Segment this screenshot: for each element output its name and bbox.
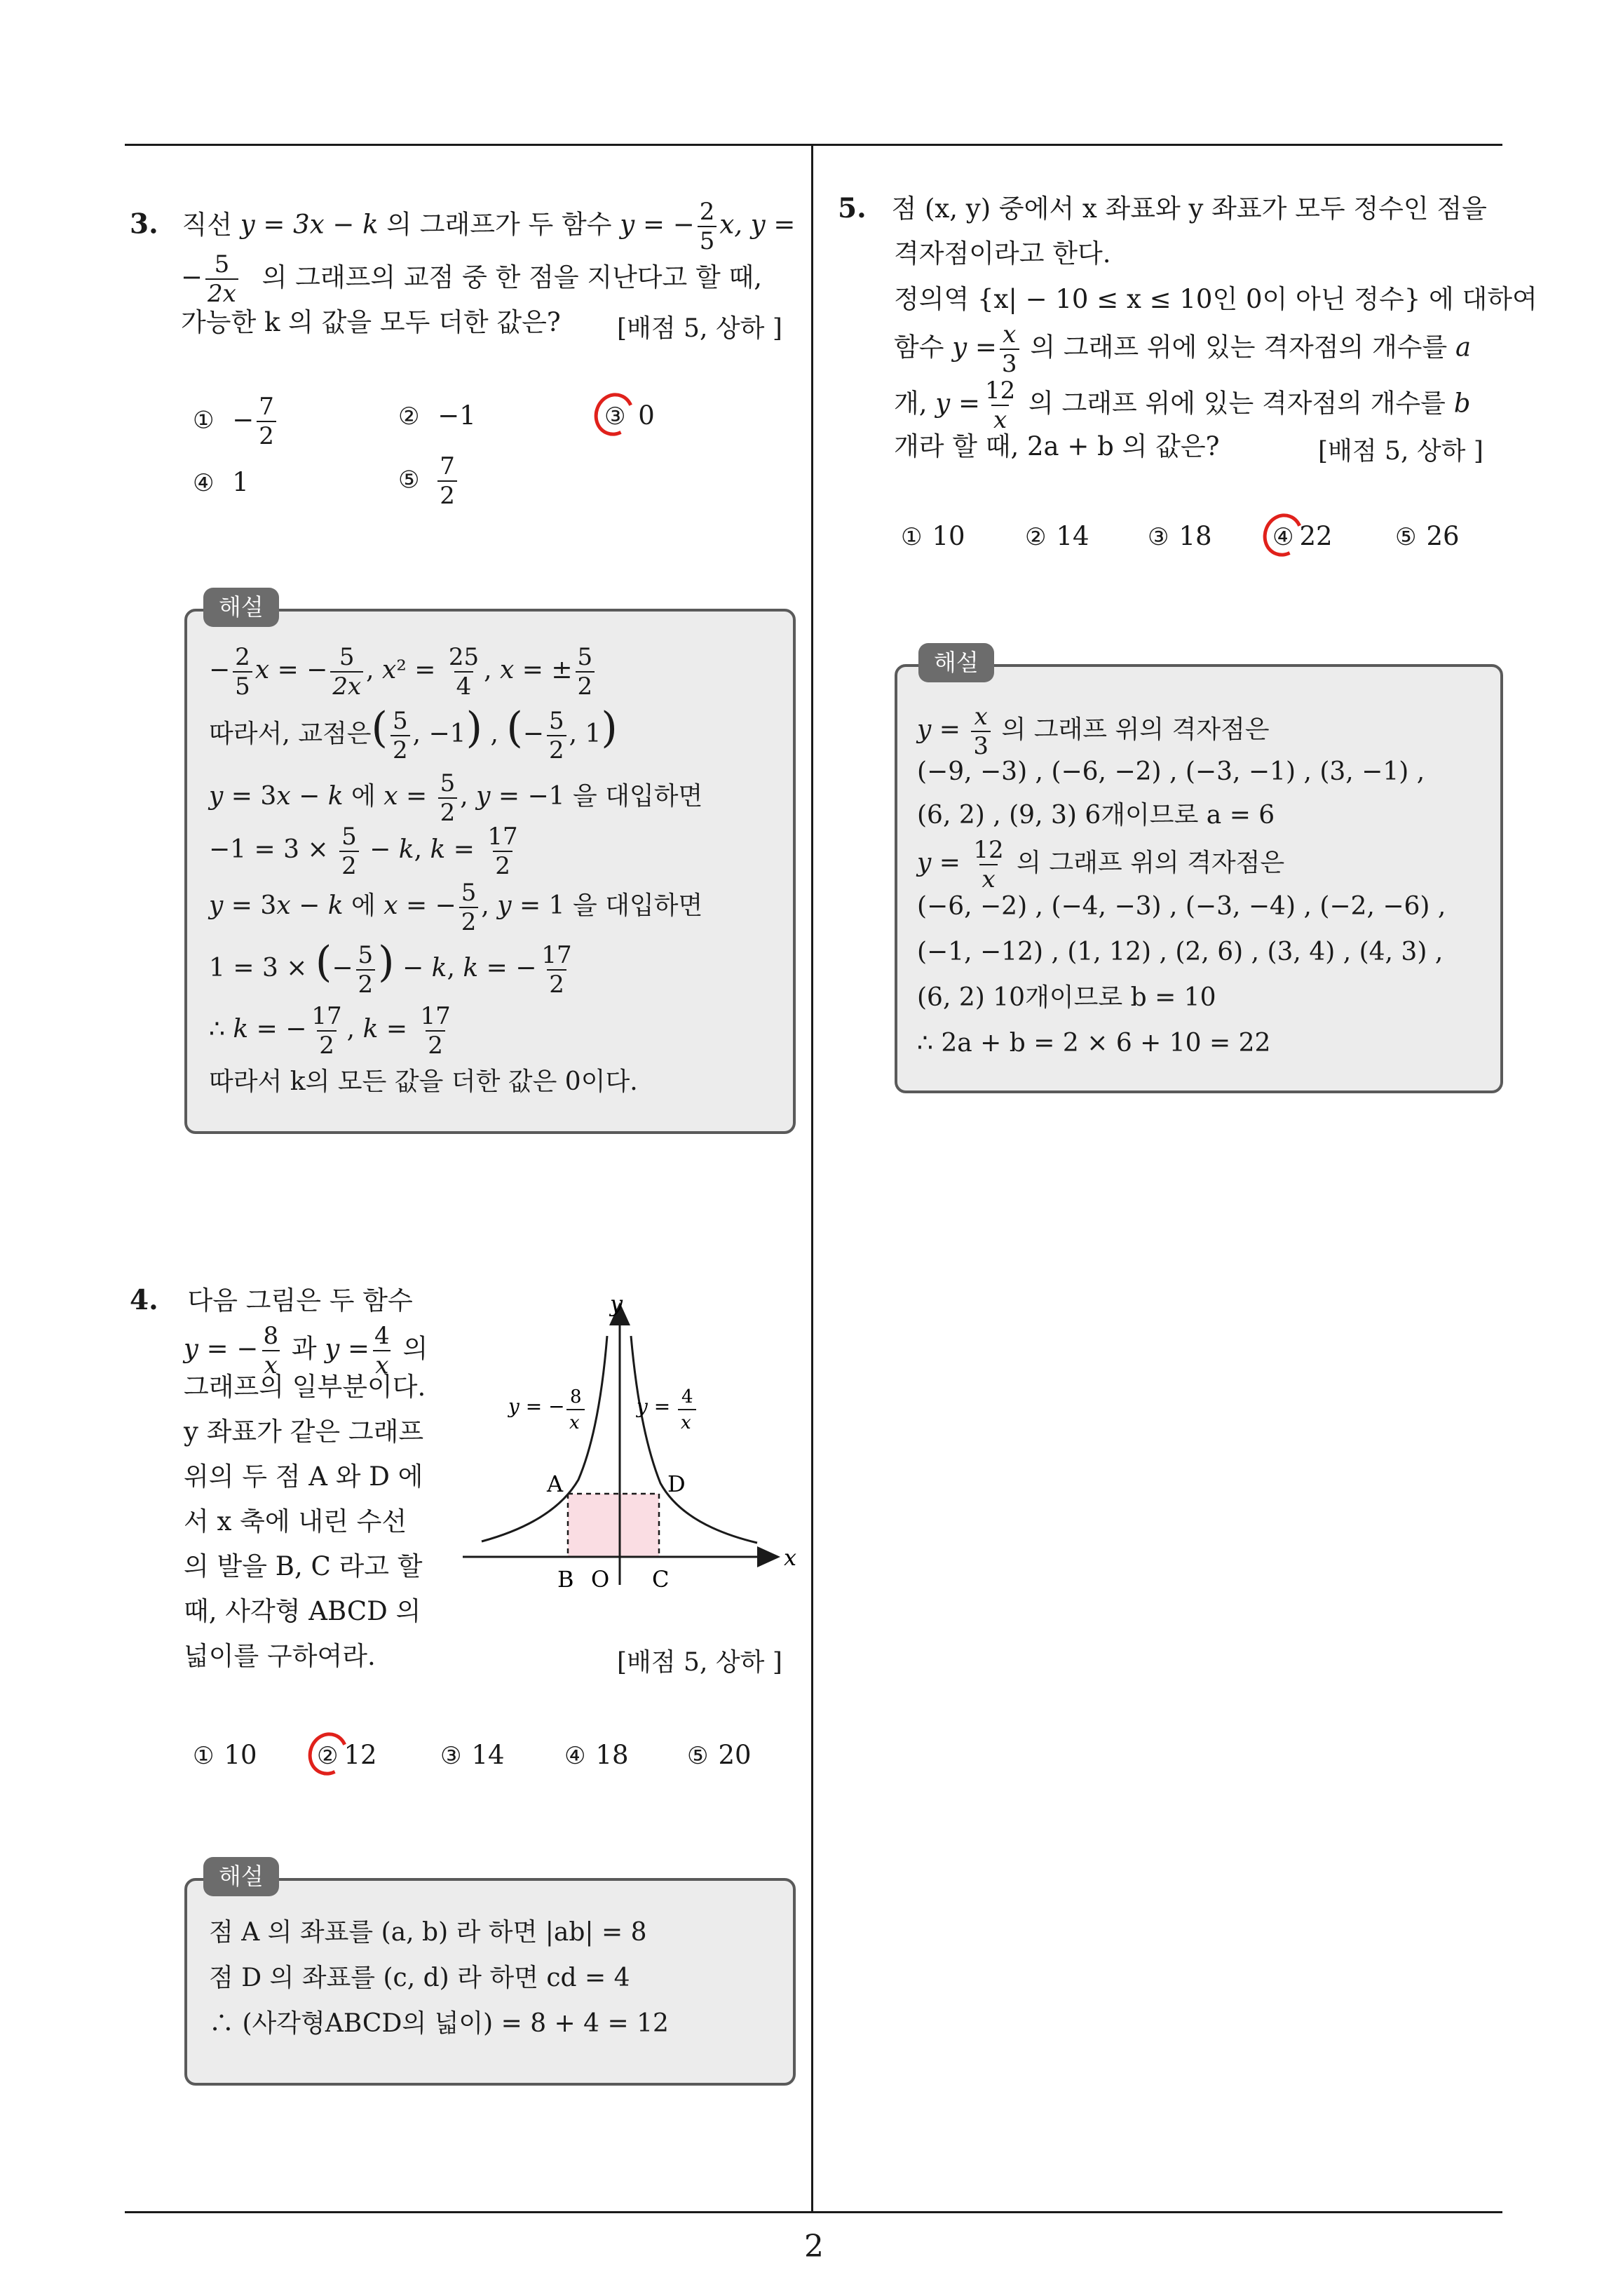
q4-solution-tab: 해설: [203, 1857, 279, 1896]
q5-solution-tab: 해설: [918, 643, 994, 682]
q4-line-9: 넓이를 구하여라.: [184, 1641, 376, 1671]
q5-line-1: 5. 점 (x, y) 중에서 x 좌표와 y 좌표가 모두 정수인 점을: [838, 192, 1487, 224]
q3-line-2: − $\frac{5}{2x}$ 의 그래프의 교점 중 한 점을 지난다고 할 때,: [181, 250, 763, 308]
q4-choice-4[interactable]: ④ 18: [564, 1740, 629, 1770]
q3-choice-3[interactable]: ③ 0: [604, 400, 655, 431]
q4-line-3: 그래프의 일부분이다.: [184, 1372, 426, 1402]
q5-line-6: 개라 할 때, 2a + b 의 값은?: [894, 431, 1220, 461]
q3-choice-5[interactable]: ⑤ $\frac{7}{2}$: [398, 454, 460, 508]
x-axis-label: x: [784, 1544, 797, 1571]
q4-line-7: 의 발을 B, C 라고 할: [184, 1551, 423, 1581]
svg-text:8: 8: [570, 1386, 582, 1407]
solution-line: 점 A 의 좌표를 (a, b) 라 하면 |ab| = 8: [209, 1918, 647, 1947]
q5-line-5: 개, y = $\frac{12}{x}$ 의 그래프 위에 있는 격자점의 개수를 b: [894, 377, 1471, 434]
q5-choice-1[interactable]: ① 10: [901, 521, 965, 551]
solution-line: (−6, −2) , (−4, −3) , (−3, −4) , (−2, −6) ,: [917, 892, 1446, 921]
q5-line-3: 정의역 {x| − 10 ≤ x ≤ 10인 0이 아닌 정수} 에 대하여: [894, 284, 1537, 314]
bottom-rule: [125, 2211, 1502, 2213]
page-number: 2: [804, 2229, 824, 2264]
q5-choice-5[interactable]: ⑤ 26: [1395, 521, 1460, 551]
solution-line: 점 D 의 좌표를 (c, d) 라 하면 cd = 4: [209, 1964, 630, 1992]
solution-line: y = $\frac{x}{3}$ 의 그래프 위의 격자점은: [917, 703, 1270, 760]
q5-choice-4[interactable]: ④ 22: [1272, 521, 1333, 551]
q4-line-1: 4. 다음 그림은 두 함수: [130, 1284, 413, 1316]
q5-score: [배점 5, 상하 ]: [1318, 437, 1483, 466]
q5-number: 5.: [838, 192, 867, 224]
svg-text:x: x: [681, 1412, 691, 1433]
point-a-label: A: [547, 1471, 564, 1497]
q3-solution-tab: 해설: [203, 588, 279, 627]
point-b-label: B: [557, 1566, 574, 1592]
q3-line-3: 가능한 k 의 값을 모두 더한 값은?: [181, 307, 561, 337]
q4-line-5: 위의 두 점 A 와 D 에: [184, 1461, 423, 1492]
solution-line: ∴ 2a + b = 2 × 6 + 10 = 22: [917, 1029, 1271, 1058]
solution-line: y = 3x − k 에 x = $\frac{5}{2}$ , y = −1 을 대입하면: [209, 769, 703, 827]
q4-line-4: y 좌표가 같은 그래프: [184, 1417, 424, 1447]
q3-choice-2[interactable]: ② −1: [398, 400, 476, 431]
origin-label: O: [591, 1566, 610, 1592]
q4-line-8: 때, 사각형 ABCD 의: [184, 1596, 421, 1626]
q4-choice-5[interactable]: ⑤ 20: [687, 1740, 752, 1770]
q3-number: 3.: [130, 208, 158, 241]
q4-score: [배점 5, 상하 ]: [617, 1648, 782, 1677]
svg-text:4: 4: [681, 1386, 693, 1407]
q5-choice-3[interactable]: ③ 18: [1148, 521, 1212, 551]
solution-line: − $\frac{2}{5}$ x = − $\frac{5}{2x}$ , x² = $\frac{25}{4}$ , x = ± $\frac{5}{2}$: [209, 645, 597, 698]
q3-frac-2-5: $\frac{2}{5}$: [698, 200, 717, 253]
svg-text:x: x: [569, 1412, 580, 1433]
q3-score: [배점 5, 상하 ]: [617, 314, 782, 343]
q3-choice-1[interactable]: ① − $\frac{7}{2}$: [193, 395, 279, 448]
solution-line: (6, 2) , (9, 3) 6개이므로 a = 6: [917, 801, 1275, 830]
q5-line-4: 함수 y = $\frac{x}{3}$ 의 그래프 위에 있는 격자점의 개수를 a: [894, 320, 1472, 378]
rectangle-abcd: [568, 1494, 659, 1557]
solution-line: y = $\frac{12}{x}$ 의 그래프 위의 격자점은: [917, 836, 1285, 893]
q4-number: 4.: [130, 1284, 158, 1316]
q5-choice-2[interactable]: ② 14: [1025, 521, 1089, 551]
solution-line: (−1, −12) , (1, 12) , (2, 6) , (3, 4) , (4, 3) ,: [917, 938, 1444, 966]
solution-line: ∴ (사각형ABCD의 넓이) = 8 + 4 = 12: [209, 2009, 669, 2038]
q4-choice-3[interactable]: ③ 14: [440, 1740, 505, 1770]
q4-hyperbola-graph: [449, 1283, 813, 1592]
q4-line-2: y = − $\frac{8}{x}$ 과 y = $\frac{4}{x}$ 의: [184, 1322, 428, 1379]
q4-line-6: 서 x 축에 내린 수선: [184, 1506, 407, 1537]
q4-choice-1[interactable]: ① 10: [193, 1740, 257, 1770]
y-axis-label: y: [610, 1290, 623, 1317]
column-divider: [811, 144, 813, 2213]
q4-choice-2[interactable]: ② 12: [317, 1740, 377, 1770]
top-rule: [125, 144, 1502, 146]
left-func-label: y = −: [508, 1395, 565, 1418]
q5-line-2: 격자점이라고 한다.: [894, 238, 1111, 269]
point-d-label: D: [667, 1471, 686, 1497]
q3-frac-5-2x: $\frac{5}{2x}$: [205, 252, 238, 306]
solution-line: y = 3x − k 에 x = − $\frac{5}{2}$ , y = 1 을 대입하면: [209, 879, 703, 936]
solution-line: ∴ k = − $\frac{17}{2}$ , k = $\frac{17}{2}$: [209, 1002, 451, 1060]
solution-line: (6, 2) 10개이므로 b = 10: [917, 983, 1216, 1012]
q3-line-1: 3. 직선 y = 3x − k 의 그래프가 두 함수 y = − $\frac{2}{5}$ x, y =: [130, 198, 796, 255]
solution-line: 따라서 k의 모든 값을 더한 값은 0이다.: [209, 1067, 638, 1096]
solution-line: 1 = 3 × (− $\frac{5}{2}$ ) − k, k = − $\frac{17}{2}$: [209, 938, 572, 999]
q3-choice-4[interactable]: ④ 1: [193, 467, 249, 497]
point-c-label: C: [652, 1566, 670, 1592]
solution-line: (−9, −3) , (−6, −2) , (−3, −1) , (3, −1) ,: [917, 757, 1425, 786]
solution-line: −1 = 3 × $\frac{5}{2}$ − k, k = $\frac{17}{2}$: [209, 823, 518, 880]
solution-line: 따라서, 교점은( $\frac{5}{2}$ , −1) , (− $\frac{5}{2}$ , 1): [209, 703, 618, 764]
right-func-label: y =: [637, 1395, 671, 1418]
